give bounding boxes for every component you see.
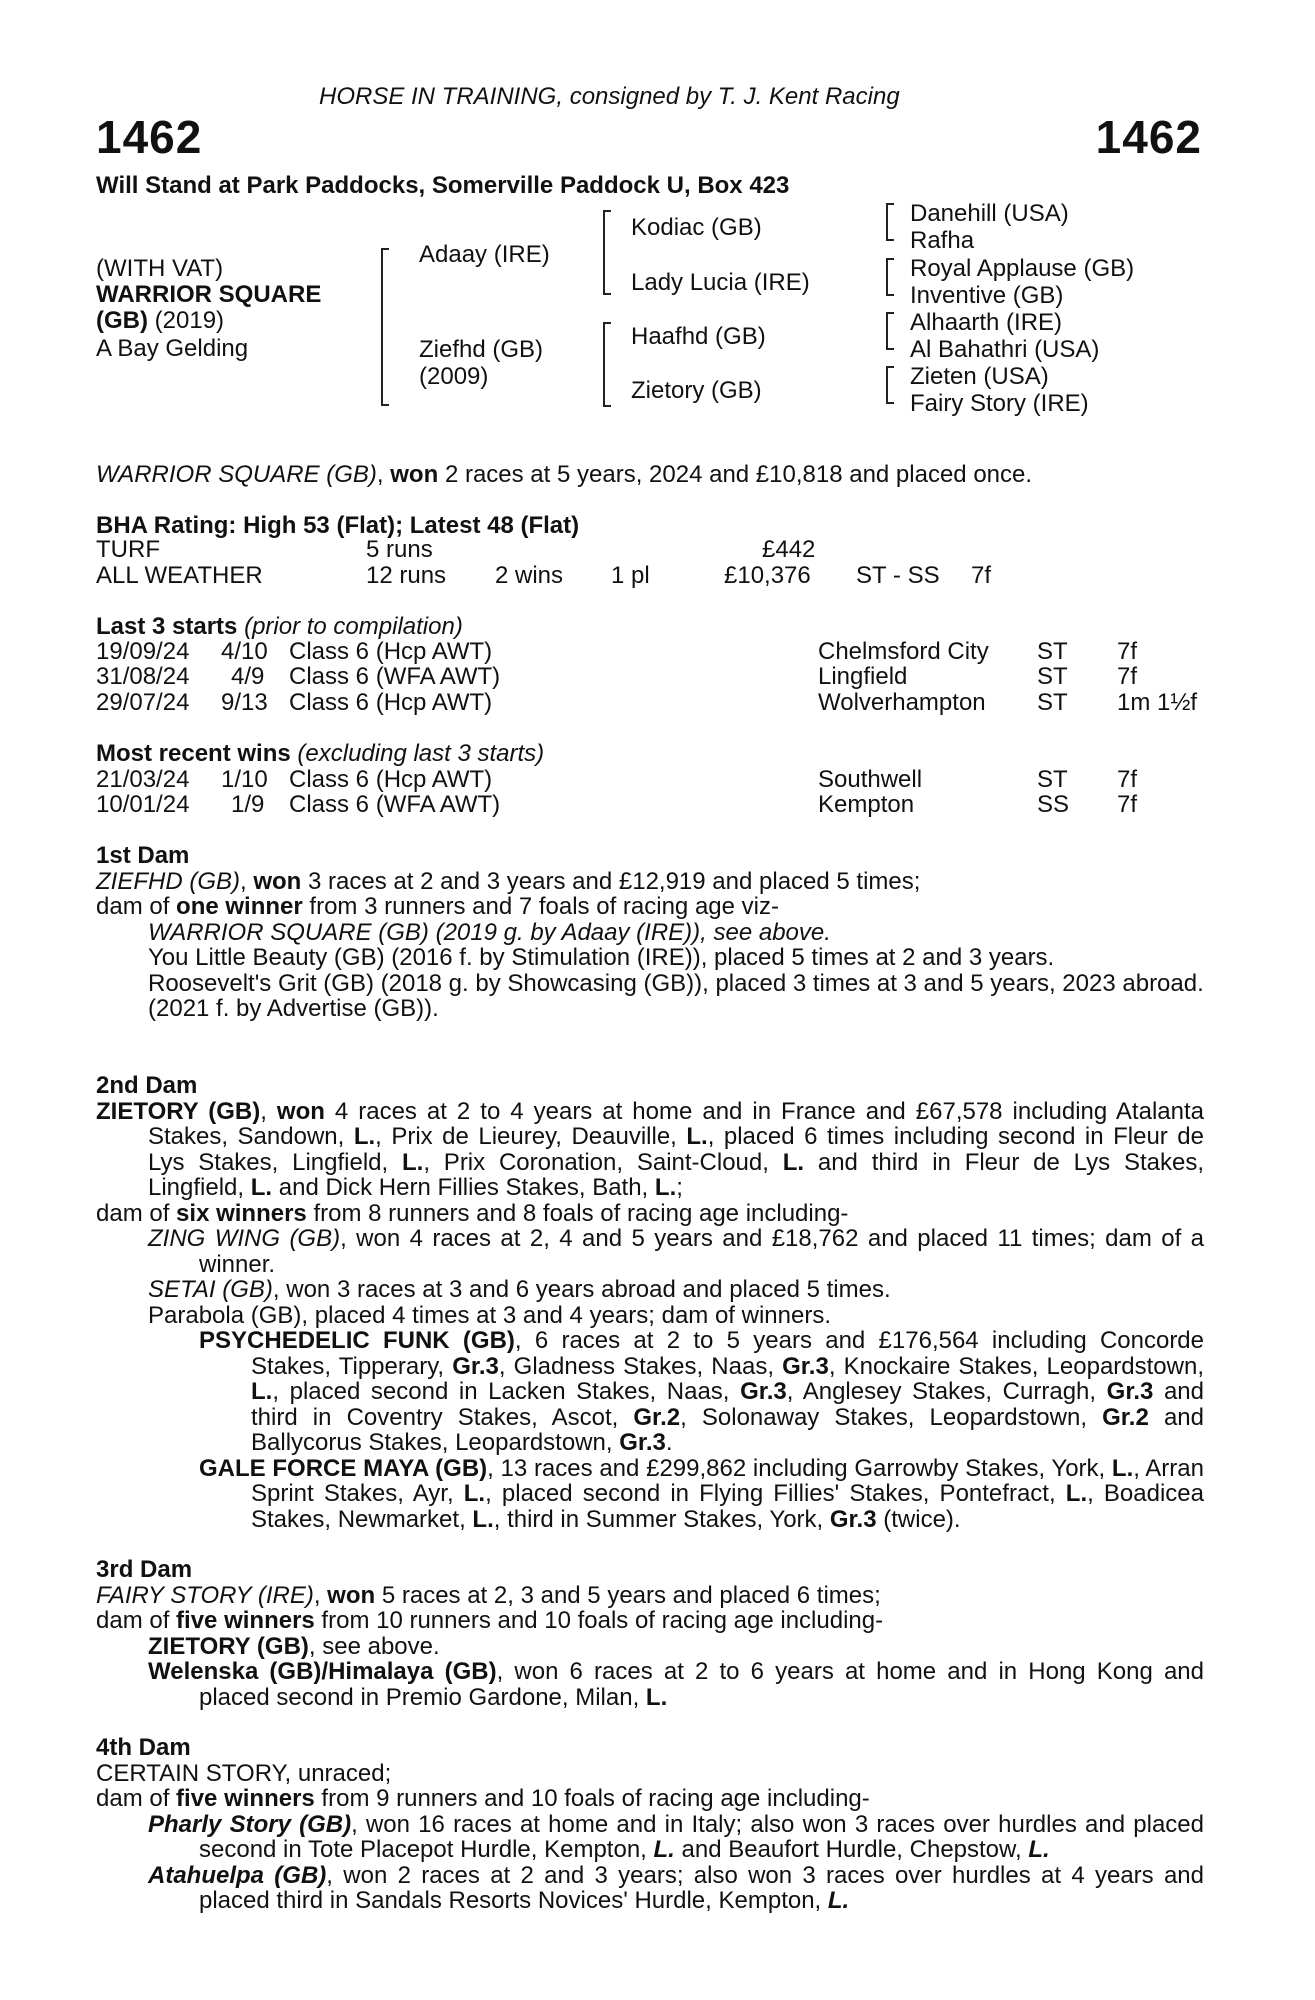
record-text: 4 races at 2 to 4 years at home and in France and £67,578 including Atalanta Stakes, Sandown, [148, 1097, 1204, 1150]
produce-entry [96, 1812, 1204, 1863]
horse-name: WARRIOR SQUARE [96, 281, 322, 308]
won-label: won [253, 867, 302, 895]
record-text: ; [676, 1174, 683, 1201]
produce-text: (2021 f. by Advertise (GB)). [148, 995, 439, 1022]
pedigree-g2: Rafha [910, 227, 975, 254]
start-position: 9/13 [221, 689, 268, 716]
start-date: 19/09/24 [96, 638, 190, 665]
start-distance: 7f [1117, 663, 1138, 690]
bha-rating-heading: BHA Rating: High 53 (Flat); Latest 48 (Flat) [96, 512, 580, 539]
produce-text: , won 16 races at home and in Italy; also won 3 races over hurdles and placed second in Tote Placepot Hurdle, Kempton, [199, 1810, 1204, 1863]
produce-text: from 8 runners and 8 foals of racing age including- [306, 1199, 849, 1227]
pedigree-g3: Royal Applause (GB) [910, 255, 1135, 282]
pedigree-brace-main [381, 248, 383, 406]
group-mark: Gr.3 [619, 1429, 666, 1456]
group-mark: Gr.3 [452, 1352, 499, 1380]
listed-mark: L. [782, 1148, 805, 1176]
damof-label: dam of [96, 1607, 177, 1634]
win-surface: ST [1037, 766, 1068, 793]
pedigree-brace-sire [603, 210, 605, 295]
turf-money: £442 [762, 536, 816, 563]
third-dam-section [96, 1557, 1204, 1710]
win-surface: SS [1037, 791, 1070, 818]
record-text: , Prix Coronation, Saint-Cloud, [423, 1148, 783, 1176]
produce-text: and third in Coventry Stakes, Ascot, [251, 1378, 1204, 1431]
listed-mark: L. [653, 1836, 675, 1863]
produce-name: Welenska (GB)/Himalaya (GB) [148, 1658, 497, 1685]
summary-won: won [390, 461, 439, 488]
produce-text: , won 2 races at 2 and 3 years; also won 3 races over hurdles at 4 years and placed third in Sandals Resorts Novices' Hurdle, Kempton, [199, 1861, 1204, 1914]
pedigree-g1: Danehill (USA) [910, 200, 1069, 227]
pedigree-brace-g78 [886, 366, 888, 404]
pedigree-g5: Alhaarth (IRE) [910, 309, 1063, 336]
produce-text: , Knockaire Stakes, Leopardstown, [828, 1352, 1204, 1380]
second-dam-heading: 2nd Dam [96, 1072, 198, 1099]
produce-entry [96, 1277, 1204, 1303]
win-position: 1/9 [231, 791, 265, 818]
produce-text: , placed second in Lacken Stakes, Naas, [272, 1378, 741, 1405]
pedigree-brace-g56 [886, 312, 888, 350]
aw-surface: ST - SS [856, 562, 940, 589]
produce-entry [96, 1303, 1204, 1329]
produce-name: GALE FORCE MAYA (GB) [199, 1454, 488, 1482]
listed-mark: L. [251, 1378, 273, 1405]
listed-mark: L. [472, 1505, 494, 1533]
start-distance: 7f [1117, 638, 1138, 665]
produce-text: from 9 runners and 10 foals of racing age including- [314, 1785, 870, 1812]
listed-mark: L. [463, 1480, 486, 1507]
first-dam-name: ZIEFHD (GB) [96, 867, 240, 895]
start-distance: 1m 1½f [1117, 689, 1198, 716]
produce-entry [96, 996, 1204, 1022]
produce-text: , won 6 races at 2 to 6 years at home and in Hong Kong and placed second in Premio Gardone, Milan, [199, 1658, 1205, 1711]
winners-count: five winners [176, 1785, 315, 1812]
produce-text: , 13 races and £299,862 including Garrowby Stakes, York, [487, 1454, 1112, 1482]
produce-text: , see above. [308, 1632, 440, 1660]
start-course: Chelmsford City [818, 638, 989, 665]
winners-count: six winners [176, 1199, 307, 1227]
produce-text: , won 4 races at 2, 4 and 5 years and £18,762 and placed 11 times; dam of a winner. [199, 1225, 1204, 1278]
third-dam-name: FAIRY STORY (IRE) [96, 1581, 314, 1609]
turf-runs: 5 runs [366, 536, 433, 563]
horse-description: A Bay Gelding [96, 335, 249, 362]
last3-heading [96, 614, 463, 640]
sep: , [240, 867, 254, 895]
produce-text: , placed second in Flying Fillies' Stakes, Pontefract, [485, 1480, 1066, 1507]
produce-name: ZING WING (GB) [148, 1225, 341, 1252]
produce-entry [96, 945, 1204, 971]
group-mark: Gr.3 [1106, 1378, 1154, 1405]
pedigree-g7: Zieten (USA) [910, 363, 1049, 390]
aw-distance: 7f [971, 562, 992, 589]
recent-title: Most recent wins [96, 740, 291, 767]
second-dam-section [96, 1073, 1204, 1532]
listed-mark: L. [353, 1123, 376, 1150]
third-dam-heading: 3rd Dam [96, 1556, 193, 1583]
third-dam-record [96, 1583, 1204, 1609]
first-dam-text: 3 races at 2 and 3 years and £12,919 and placed 5 times; [301, 867, 921, 895]
start-course: Wolverhampton [818, 689, 986, 716]
produce-text: , Boadicea Stakes, Newmarket, [251, 1480, 1205, 1533]
listed-mark: L. [686, 1123, 708, 1150]
produce-entry [96, 1659, 1204, 1710]
win-class: Class 6 (WFA AWT) [289, 791, 501, 818]
listed-mark: L. [645, 1683, 668, 1711]
fourth-dam-section [96, 1735, 1204, 1914]
last3-title: Last 3 starts [96, 613, 238, 640]
horse-year: (2019) [154, 307, 225, 334]
start-position: 4/9 [231, 663, 265, 690]
aw-runs: 12 runs [366, 562, 447, 589]
produce-text: , 6 races at 2 to 5 years and £176,564 including Concorde Stakes, Tipperary, [251, 1327, 1204, 1380]
recent-note: (excluding last 3 starts) [297, 740, 545, 767]
win-date: 21/03/24 [96, 766, 190, 793]
listed-mark: L. [827, 1887, 850, 1914]
pedigree-g6: Al Bahathri (USA) [910, 336, 1100, 363]
win-distance: 7f [1117, 791, 1138, 818]
group-mark: Gr.3 [782, 1352, 829, 1380]
winners-count: five winners [176, 1607, 315, 1634]
second-dam-produce-summary [96, 1201, 1204, 1227]
second-dam-record: ZIETORY (GB), won 4 races at 2 to 4 years at home and in France and £67,578 including Atalanta Stakes, Sandown, L., Prix de Lieurey, Deauville, L., placed 6 times including second in Fleur de Lys Stakes, Lingfield, L., Prix Coronation, Saint-Cloud, L. and third in Fleur de Lys Stakes, Lingfield, L. and Dick Hern Fillies Stakes, Bath, L.; [96, 1097, 1204, 1201]
produce-entry [96, 1328, 1204, 1456]
pedigree-sire: Adaay (IRE) [419, 241, 550, 268]
damof-label: dam of [96, 893, 177, 920]
produce-text: , Arran Sprint Stakes, Ayr, [251, 1454, 1204, 1507]
start-class: Class 6 (Hcp AWT) [289, 638, 493, 665]
win-class: Class 6 (Hcp AWT) [289, 766, 493, 793]
pedigree-dam-dam: Zietory (GB) [631, 377, 762, 404]
recent-wins-heading [96, 741, 544, 767]
fourth-dam-record: CERTAIN STORY, unraced; [96, 1759, 392, 1787]
produce-entry [96, 1634, 1204, 1660]
first-dam-produce-summary [96, 894, 1204, 920]
won-label: won [327, 1581, 376, 1609]
produce-entry [96, 971, 1204, 997]
group-mark: Gr.2 [633, 1403, 681, 1431]
record-text: and third in Fleur de Lys Stakes, Lingfield, [148, 1148, 1204, 1201]
listed-mark: L. [1065, 1480, 1088, 1507]
pedigree-brace-g34 [886, 258, 888, 296]
lot-number-right: 1462 [1095, 111, 1202, 163]
start-class: Class 6 (Hcp AWT) [289, 689, 493, 716]
record-text: 5 races at 2, 3 and 5 years and placed 6 times; [375, 1581, 881, 1609]
win-distance: 7f [1117, 766, 1138, 793]
fourth-dam-produce-summary [96, 1786, 1204, 1812]
produce-text: and Beaufort Hurdle, Chepstow, [674, 1836, 1029, 1863]
start-class: Class 6 (WFA AWT) [289, 663, 501, 690]
produce-entry [96, 1226, 1204, 1277]
produce-text: You Little Beauty (GB) (2016 f. by Stimulation (IRE)), placed 5 times at 2 and 3 years. [148, 944, 1055, 971]
produce-name: PSYCHEDELIC FUNK (GB) [199, 1327, 515, 1354]
win-position: 1/10 [221, 766, 268, 793]
group-mark: Gr.2 [1102, 1403, 1149, 1431]
third-dam-produce-summary [96, 1608, 1204, 1634]
horse-country: (GB) [96, 307, 148, 334]
produce-text: , third in Summer Stakes, York, [493, 1505, 830, 1533]
produce-name: SETAI (GB) [148, 1276, 273, 1303]
pedigree-dam-year: (2009) [419, 363, 489, 390]
aw-placed: 1 pl [611, 562, 650, 589]
produce-text: Roosevelt's Grit (GB) (2018 g. by Showcasing (GB)), placed 3 times at 3 and 5 years, 2023 abroad. [148, 969, 1204, 997]
start-surface: ST [1037, 638, 1068, 665]
produce-text: , Solonaway Stakes, Leopardstown, [680, 1403, 1103, 1431]
produce-text: WARRIOR SQUARE (GB) (2019 g. by Adaay (IRE)), see above. [148, 918, 831, 946]
vat-note: (WITH VAT) [96, 255, 224, 282]
stabling-location: Will Stand at Park Paddocks, Somerville Paddock U, Box 423 [96, 172, 790, 199]
summary-text: 2 races at 5 years, 2024 and £10,818 and placed once. [444, 461, 1033, 488]
listed-mark: L. [1028, 1836, 1050, 1863]
first-dam-record [96, 869, 1204, 895]
lot-number-left: 1462 [96, 111, 203, 163]
start-date: 29/07/24 [96, 689, 190, 716]
aw-wins: 2 wins [495, 562, 564, 589]
start-position: 4/10 [221, 638, 268, 665]
summary-horse-name: WARRIOR SQUARE (GB) [96, 461, 377, 488]
start-surface: ST [1037, 663, 1068, 690]
produce-text: and Ballycorus Stakes, Leopardstown, [251, 1403, 1204, 1456]
aw-label: ALL WEATHER [96, 562, 263, 589]
damof-label: dam of [96, 1199, 177, 1227]
produce-text: (twice). [876, 1505, 961, 1533]
produce-text: from 3 runners and 7 foals of racing age viz- [302, 893, 779, 920]
pedigree-g4: Inventive (GB) [910, 282, 1064, 309]
race-summary: WARRIOR SQUARE (GB), won 2 races at 5 years, 2024 and £10,818 and placed once. [96, 461, 1033, 488]
listed-mark: L. [402, 1148, 424, 1176]
pedigree-sire-sire: Kodiac (GB) [631, 214, 762, 241]
produce-text: , won 3 races at 3 and 6 years abroad and placed 5 times. [272, 1276, 891, 1303]
start-date: 31/08/24 [96, 663, 190, 690]
produce-name: Atahuelpa (GB) [148, 1861, 327, 1889]
second-dam-name: ZIETORY (GB) [96, 1097, 261, 1125]
win-course: Southwell [818, 766, 923, 793]
horse-origin [96, 308, 224, 334]
aw-money: £10,376 [724, 562, 811, 589]
turf-label: TURF [96, 536, 160, 563]
pedigree-g8: Fairy Story (IRE) [910, 390, 1089, 417]
start-surface: ST [1037, 689, 1068, 716]
record-text: , placed 6 times including second in Fleur de Lys Stakes, Lingfield, [148, 1123, 1204, 1176]
pedigree-dam-sire: Haafhd (GB) [631, 323, 766, 350]
group-mark: Gr.3 [740, 1378, 787, 1405]
sep: , [313, 1581, 328, 1609]
pedigree-dam: Ziefhd (GB) [419, 336, 544, 363]
win-date: 10/01/24 [96, 791, 190, 818]
first-dam-heading: 1st Dam [96, 842, 190, 869]
consignor-line: HORSE IN TRAINING, consigned by T. J. Kent Racing [319, 83, 900, 110]
produce-text: , Anglesey Stakes, Curragh, [786, 1378, 1107, 1405]
last3-note: (prior to compilation) [244, 613, 463, 640]
listed-mark: L. [1111, 1454, 1134, 1482]
record-text: , Prix de Lieurey, Deauville, [375, 1123, 687, 1150]
produce-name: Pharly Story (GB) [148, 1810, 352, 1838]
listed-mark: L. [250, 1174, 273, 1201]
damof-label: dam of [96, 1785, 177, 1812]
group-mark: Gr.3 [829, 1505, 877, 1533]
record-text: and Dick Hern Fillies Stakes, Bath, [272, 1174, 655, 1201]
produce-text: from 10 runners and 10 foals of racing age including- [314, 1607, 884, 1634]
start-course: Lingfield [818, 663, 908, 690]
listed-mark: L. [654, 1174, 677, 1201]
produce-text: , Gladness Stakes, Naas, [498, 1352, 783, 1380]
fourth-dam-heading: 4th Dam [96, 1734, 191, 1761]
produce-text: . [665, 1429, 673, 1456]
pedigree-brace-g12 [886, 203, 888, 241]
pedigree-brace-dam [603, 322, 605, 407]
win-course: Kempton [818, 791, 915, 818]
pedigree-sire-dam: Lady Lucia (IRE) [631, 269, 810, 296]
winners-count: one winner [176, 893, 303, 920]
produce-name: ZIETORY (GB) [148, 1632, 309, 1660]
produce-text: Parabola (GB), placed 4 times at 3 and 4 years; dam of winners. [148, 1301, 832, 1329]
produce-entry [96, 1456, 1204, 1533]
won-label: won [276, 1097, 325, 1125]
produce-entry [96, 1863, 1204, 1914]
produce-entry [96, 920, 1204, 946]
first-dam-section [96, 843, 1204, 1022]
